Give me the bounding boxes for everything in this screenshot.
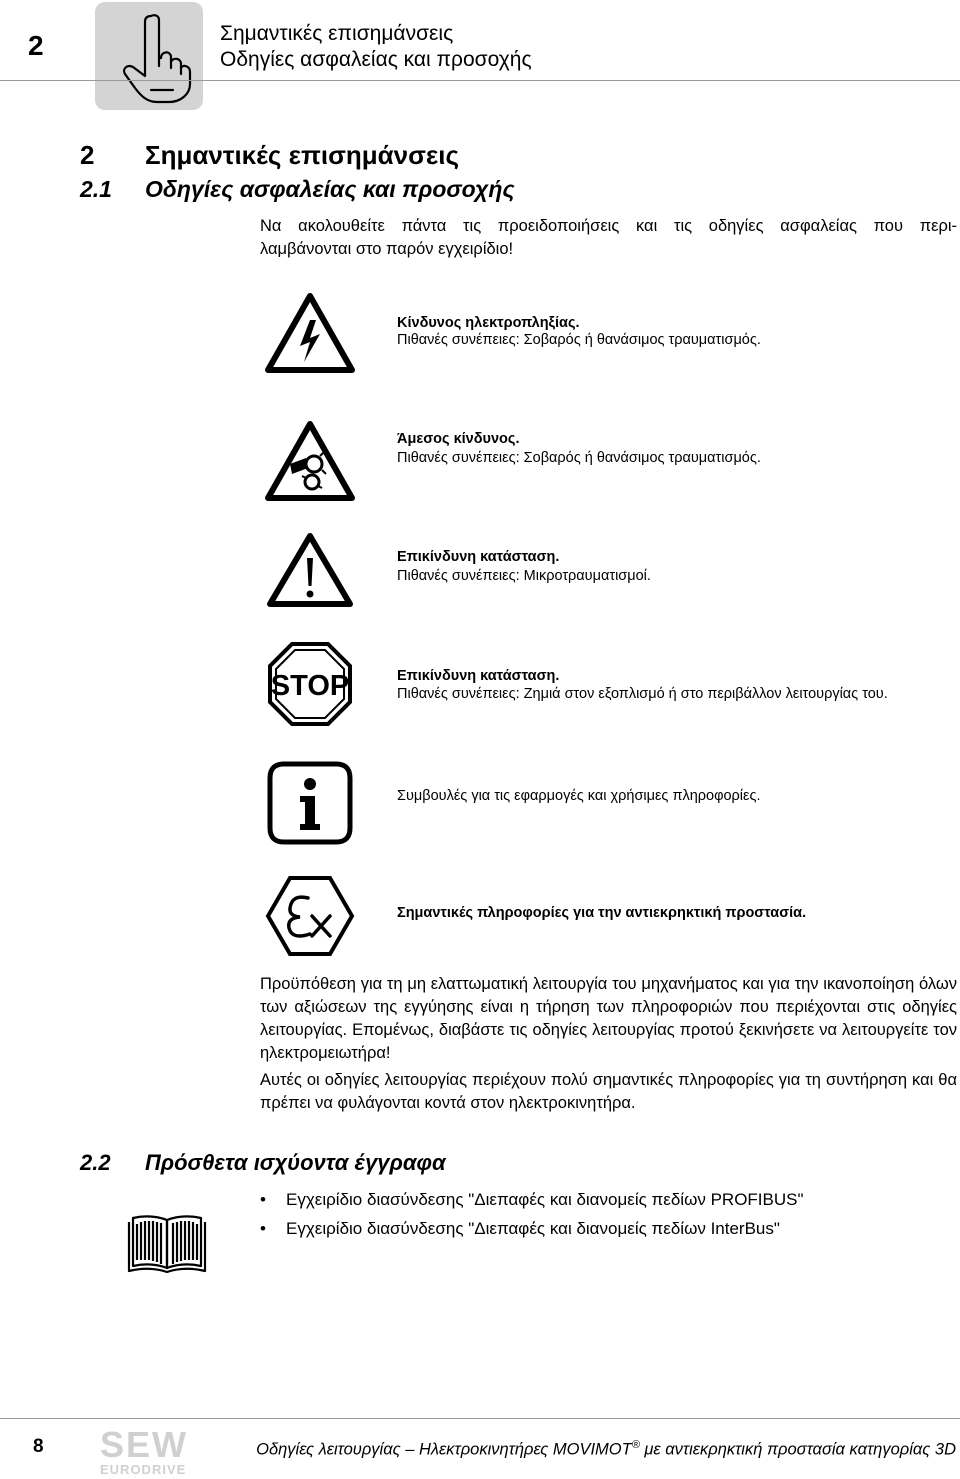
subsection-title: Πρόσθετα ισχύοντα έγγραφα xyxy=(145,1150,446,1175)
info-icon xyxy=(262,758,358,848)
list-item: • Εγχειρίδιο διασύνδεσης "Διεπαφές και διανομείς πεδίων InterBus" xyxy=(260,1219,780,1238)
symbol-text: Πιθανές συνέπειες: Μικροτραυματισμοί. xyxy=(397,568,651,584)
symbol-title: Άμεσος κίνδυνος. xyxy=(397,431,520,447)
general-warning-icon xyxy=(262,528,358,618)
list-item: • Εγχειρίδιο διασύνδεσης "Διεπαφές και διανομείς πεδίων PROFIBUS" xyxy=(260,1190,804,1209)
symbol-text: Πιθανές συνέπειες: Ζημιά στον εξοπλισμό ή στο περιβάλλον λειτουργίας του. xyxy=(397,686,888,702)
symbol-title: Επικίνδυνη κατάσταση. xyxy=(397,549,560,565)
subsection-number: 2.1 xyxy=(80,176,112,202)
section-title: Σημαντικές επισημάνσεις xyxy=(145,140,459,170)
section-number: 2 xyxy=(80,140,95,170)
mechanical-hazard-warning-icon xyxy=(262,418,358,508)
header-title: Σημαντικές επισημάνσεις xyxy=(220,22,454,45)
intro-paragraph xyxy=(260,215,957,261)
intro-line: λαμβάνονται στο παρόν εγχειρίδιο! xyxy=(260,240,514,258)
paragraph: Αυτές οι οδηγίες λειτουργίας περιέχουν πολύ σημαντικές πληροφορίες για τη συντήρηση και θα πρέπει να φυλάγονται κοντά στον ηλεκτροκινητήρα. xyxy=(260,1071,957,1112)
header-subtitle: Οδηγίες ασφαλείας και προσοχής xyxy=(220,48,532,71)
electric-shock-warning-icon xyxy=(262,290,358,380)
footer-divider xyxy=(0,1418,960,1419)
book-icon xyxy=(125,1210,210,1275)
pointing-hand-icon xyxy=(95,2,203,110)
symbol-text: Συμβουλές για τις εφαρμογές και χρήσιμες πληροφορίες. xyxy=(397,788,761,804)
chapter-number: 2 xyxy=(28,30,44,61)
symbol-title: Επικίνδυνη κατάσταση. xyxy=(397,668,560,684)
stop-icon xyxy=(262,640,358,730)
bullet-icon: • xyxy=(260,1219,266,1238)
header-divider xyxy=(0,80,960,81)
symbol-title: Κίνδυνος ηλεκτροπληξίας. xyxy=(397,315,580,331)
svg-text:STOP: STOP xyxy=(270,670,350,702)
subsection-number: 2.2 xyxy=(80,1150,111,1175)
footer-text: Οδηγίες λειτουργίας – Ηλεκτροκινητήρες MOVIMOT® με αντιεκρηκτική προστασία κατηγορίας 3D xyxy=(256,1439,956,1459)
bullet-icon: • xyxy=(260,1190,266,1209)
page-number: 8 xyxy=(33,1436,44,1457)
subsection-title: Οδηγίες ασφαλείας και προσοχής xyxy=(145,176,515,202)
ex-protection-icon xyxy=(262,872,358,962)
paragraph: Προϋπόθεση για τη μη ελαττωματική λειτουργία του μηχανήματος και για την ικανοποίηση όλων των αξιώσεων της εγγύησης είναι η τήρηση των πληροφοριών που περιέχονται στις οδηγίες λειτουργίας. Επομένως, διαβάστε τις οδηγίες λειτουργίας προτού ξεκινήσετε να λειτουργείτε τον ηλεκτρομειωτήρα! xyxy=(260,975,957,1062)
symbol-text: Πιθανές συνέπειες: Σοβαρός ή θανάσιμος τραυματισμός. xyxy=(397,450,761,466)
symbol-text: Πιθανές συνέπειες: Σοβαρός ή θανάσιμος τραυματισμός. xyxy=(397,332,761,348)
intro-line: Να ακολουθείτε πάντα τις προειδοποιήσεις και τις οδηγίες ασφαλείας που περι- xyxy=(260,217,957,235)
sew-eurodrive-logo: SEW EURODRIVE xyxy=(100,1424,189,1477)
symbol-title: Σημαντικές πληροφορίες για την αντιεκρηκτική προστασία. xyxy=(397,905,807,921)
